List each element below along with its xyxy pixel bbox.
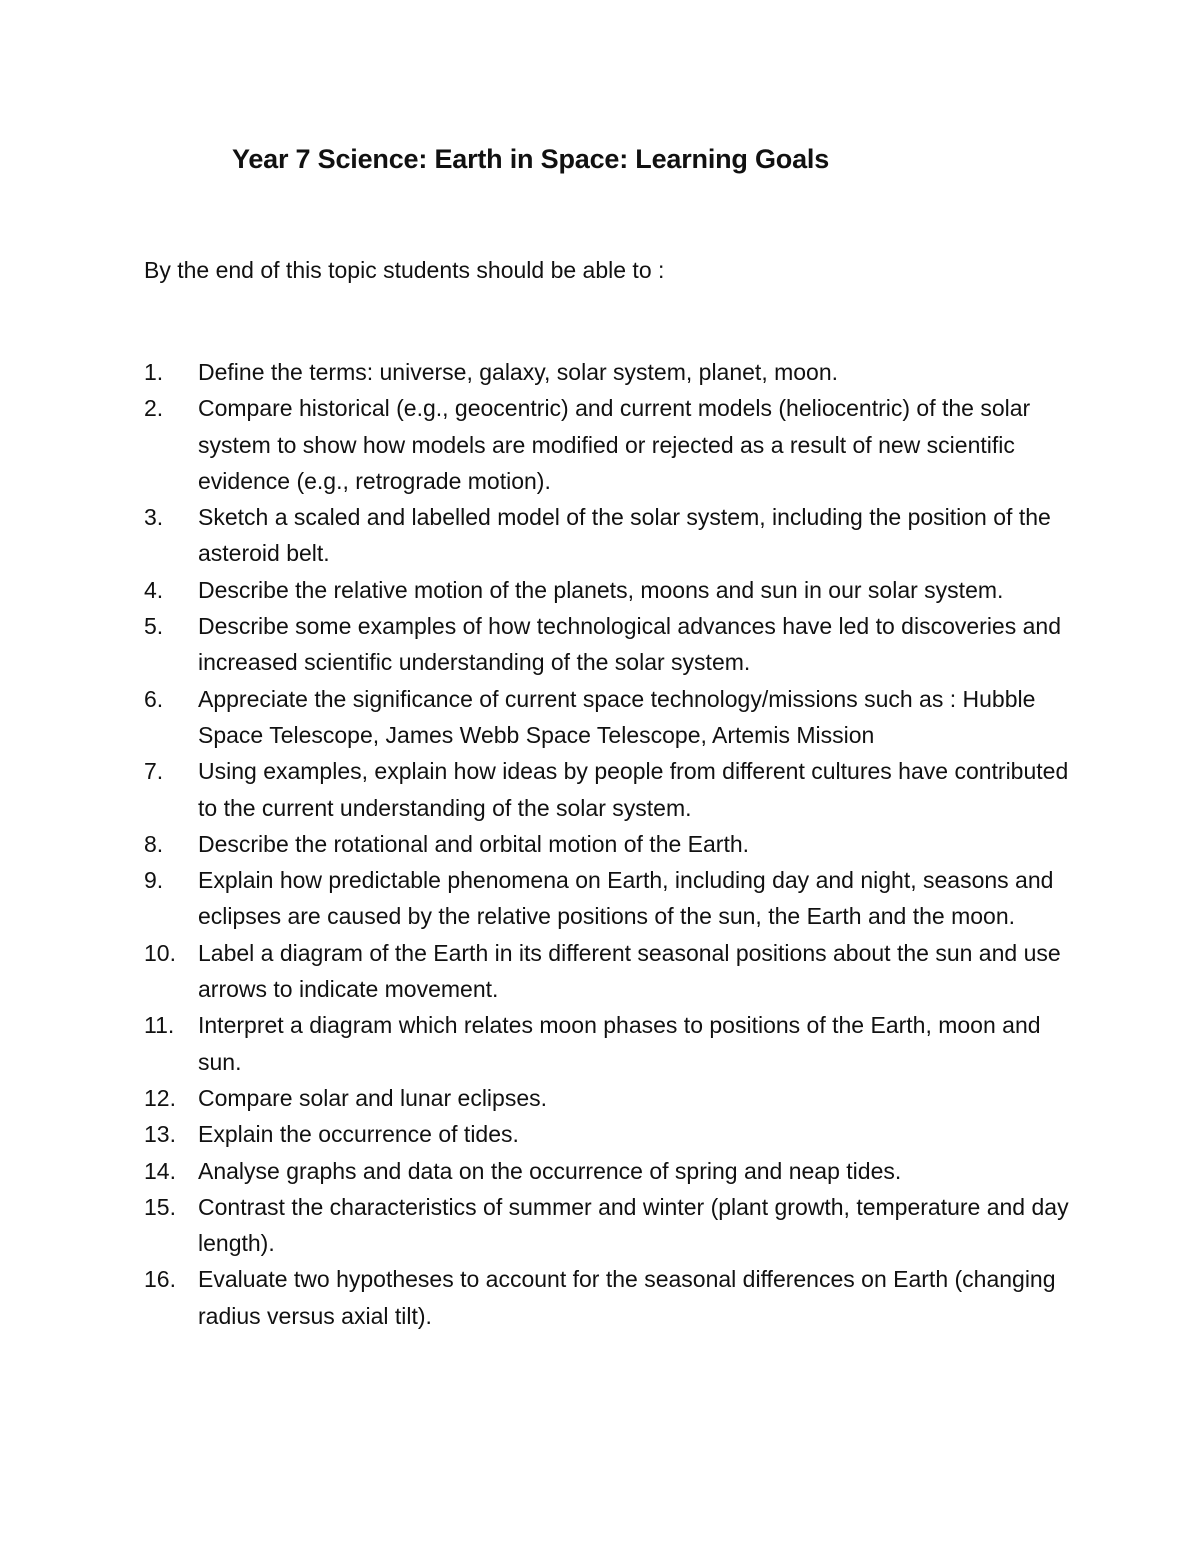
list-item-text: Appreciate the significance of current space technology/missions such as : Hubble Space Telescope, James Webb Space Telescope, Artemis Mission bbox=[198, 685, 1036, 748]
list-item bbox=[144, 608, 1074, 681]
list-item bbox=[144, 935, 1074, 1008]
learning-goals-list bbox=[144, 354, 1074, 1334]
list-item-number: 13. bbox=[144, 1121, 176, 1148]
list-item-number: 4. bbox=[144, 576, 164, 603]
list-item-text: Evaluate two hypotheses to account for the seasonal differences on Earth (changing radius versus axial tilt). bbox=[198, 1266, 1056, 1329]
list-item-text: Sketch a scaled and labelled model of the solar system, including the position of the asteroid belt. bbox=[198, 504, 1051, 567]
list-item bbox=[144, 826, 1074, 862]
list-item-number: 2. bbox=[144, 395, 164, 422]
list-item bbox=[144, 572, 1074, 608]
list-item-number: 8. bbox=[144, 830, 164, 857]
list-item-number: 6. bbox=[144, 685, 164, 712]
list-item-number: 16. bbox=[144, 1266, 176, 1293]
list-item-text: Compare historical (e.g., geocentric) and current models (heliocentric) of the solar system to show how models are modified or rejected as a result of new scientific evidence (e.g., retrograde motion). bbox=[198, 395, 1031, 494]
list-item-number: 1. bbox=[144, 359, 164, 385]
list-item-number: 12. bbox=[144, 1084, 176, 1111]
list-item-number: 11. bbox=[144, 1012, 175, 1039]
list-item-text: Define the terms: universe, galaxy, solar system, planet, moon. bbox=[198, 359, 839, 385]
list-item bbox=[144, 1116, 1074, 1152]
list-item-text: Label a diagram of the Earth in its different seasonal positions about the sun and use arrows to indicate movement. bbox=[198, 939, 1061, 1003]
list-item bbox=[144, 681, 1074, 754]
list-item-number: 5. bbox=[144, 613, 164, 640]
list-item-text: Explain the occurrence of tides. bbox=[198, 1121, 519, 1148]
list-item bbox=[144, 753, 1074, 826]
list-item bbox=[144, 499, 1074, 572]
list-item-number: 9. bbox=[144, 867, 164, 894]
list-item-text: Analyse graphs and data on the occurrence of spring and neap tides. bbox=[198, 1157, 902, 1184]
list-item bbox=[144, 1189, 1074, 1262]
list-item bbox=[144, 1080, 1074, 1116]
list-item-text: Using examples, explain how ideas by people from different cultures have contributed to the current understanding of the solar system. bbox=[198, 758, 1069, 821]
list-item-text: Explain how predictable phenomena on Earth, including day and night, seasons and eclipses are caused by the relative positions of the sun, the Earth and the moon. bbox=[198, 867, 1054, 930]
list-item-number: 15. bbox=[144, 1193, 176, 1220]
list-item bbox=[144, 1007, 1074, 1080]
list-item-number: 14. bbox=[144, 1157, 176, 1184]
list-item-number: 3. bbox=[144, 504, 164, 531]
list-item-text: Contrast the characteristics of summer and winter (plant growth, temperature and day length). bbox=[198, 1193, 1069, 1257]
list-item bbox=[144, 390, 1074, 499]
list-item bbox=[144, 354, 1074, 390]
list-item-text: Compare solar and lunar eclipses. bbox=[198, 1084, 548, 1111]
intro-text: By the end of this topic students should be able to : bbox=[144, 257, 665, 283]
list-item-text: Describe the rotational and orbital motion of the Earth. bbox=[198, 830, 750, 857]
list-item bbox=[144, 862, 1074, 935]
list-item-text: Describe the relative motion of the planets, moons and sun in our solar system. bbox=[198, 576, 1004, 603]
list-item bbox=[144, 1153, 1074, 1189]
list-item-text: Interpret a diagram which relates moon phases to positions of the Earth, moon and sun. bbox=[198, 1012, 1041, 1075]
list-item-number: 10. bbox=[144, 939, 176, 966]
list-item bbox=[144, 1261, 1074, 1334]
page-title: Year 7 Science: Earth in Space: Learning Goals bbox=[232, 144, 830, 174]
list-item-text: Describe some examples of how technological advances have led to discoveries and increased scientific understanding of the solar system. bbox=[198, 613, 1061, 676]
list-item-number: 7. bbox=[144, 758, 164, 785]
